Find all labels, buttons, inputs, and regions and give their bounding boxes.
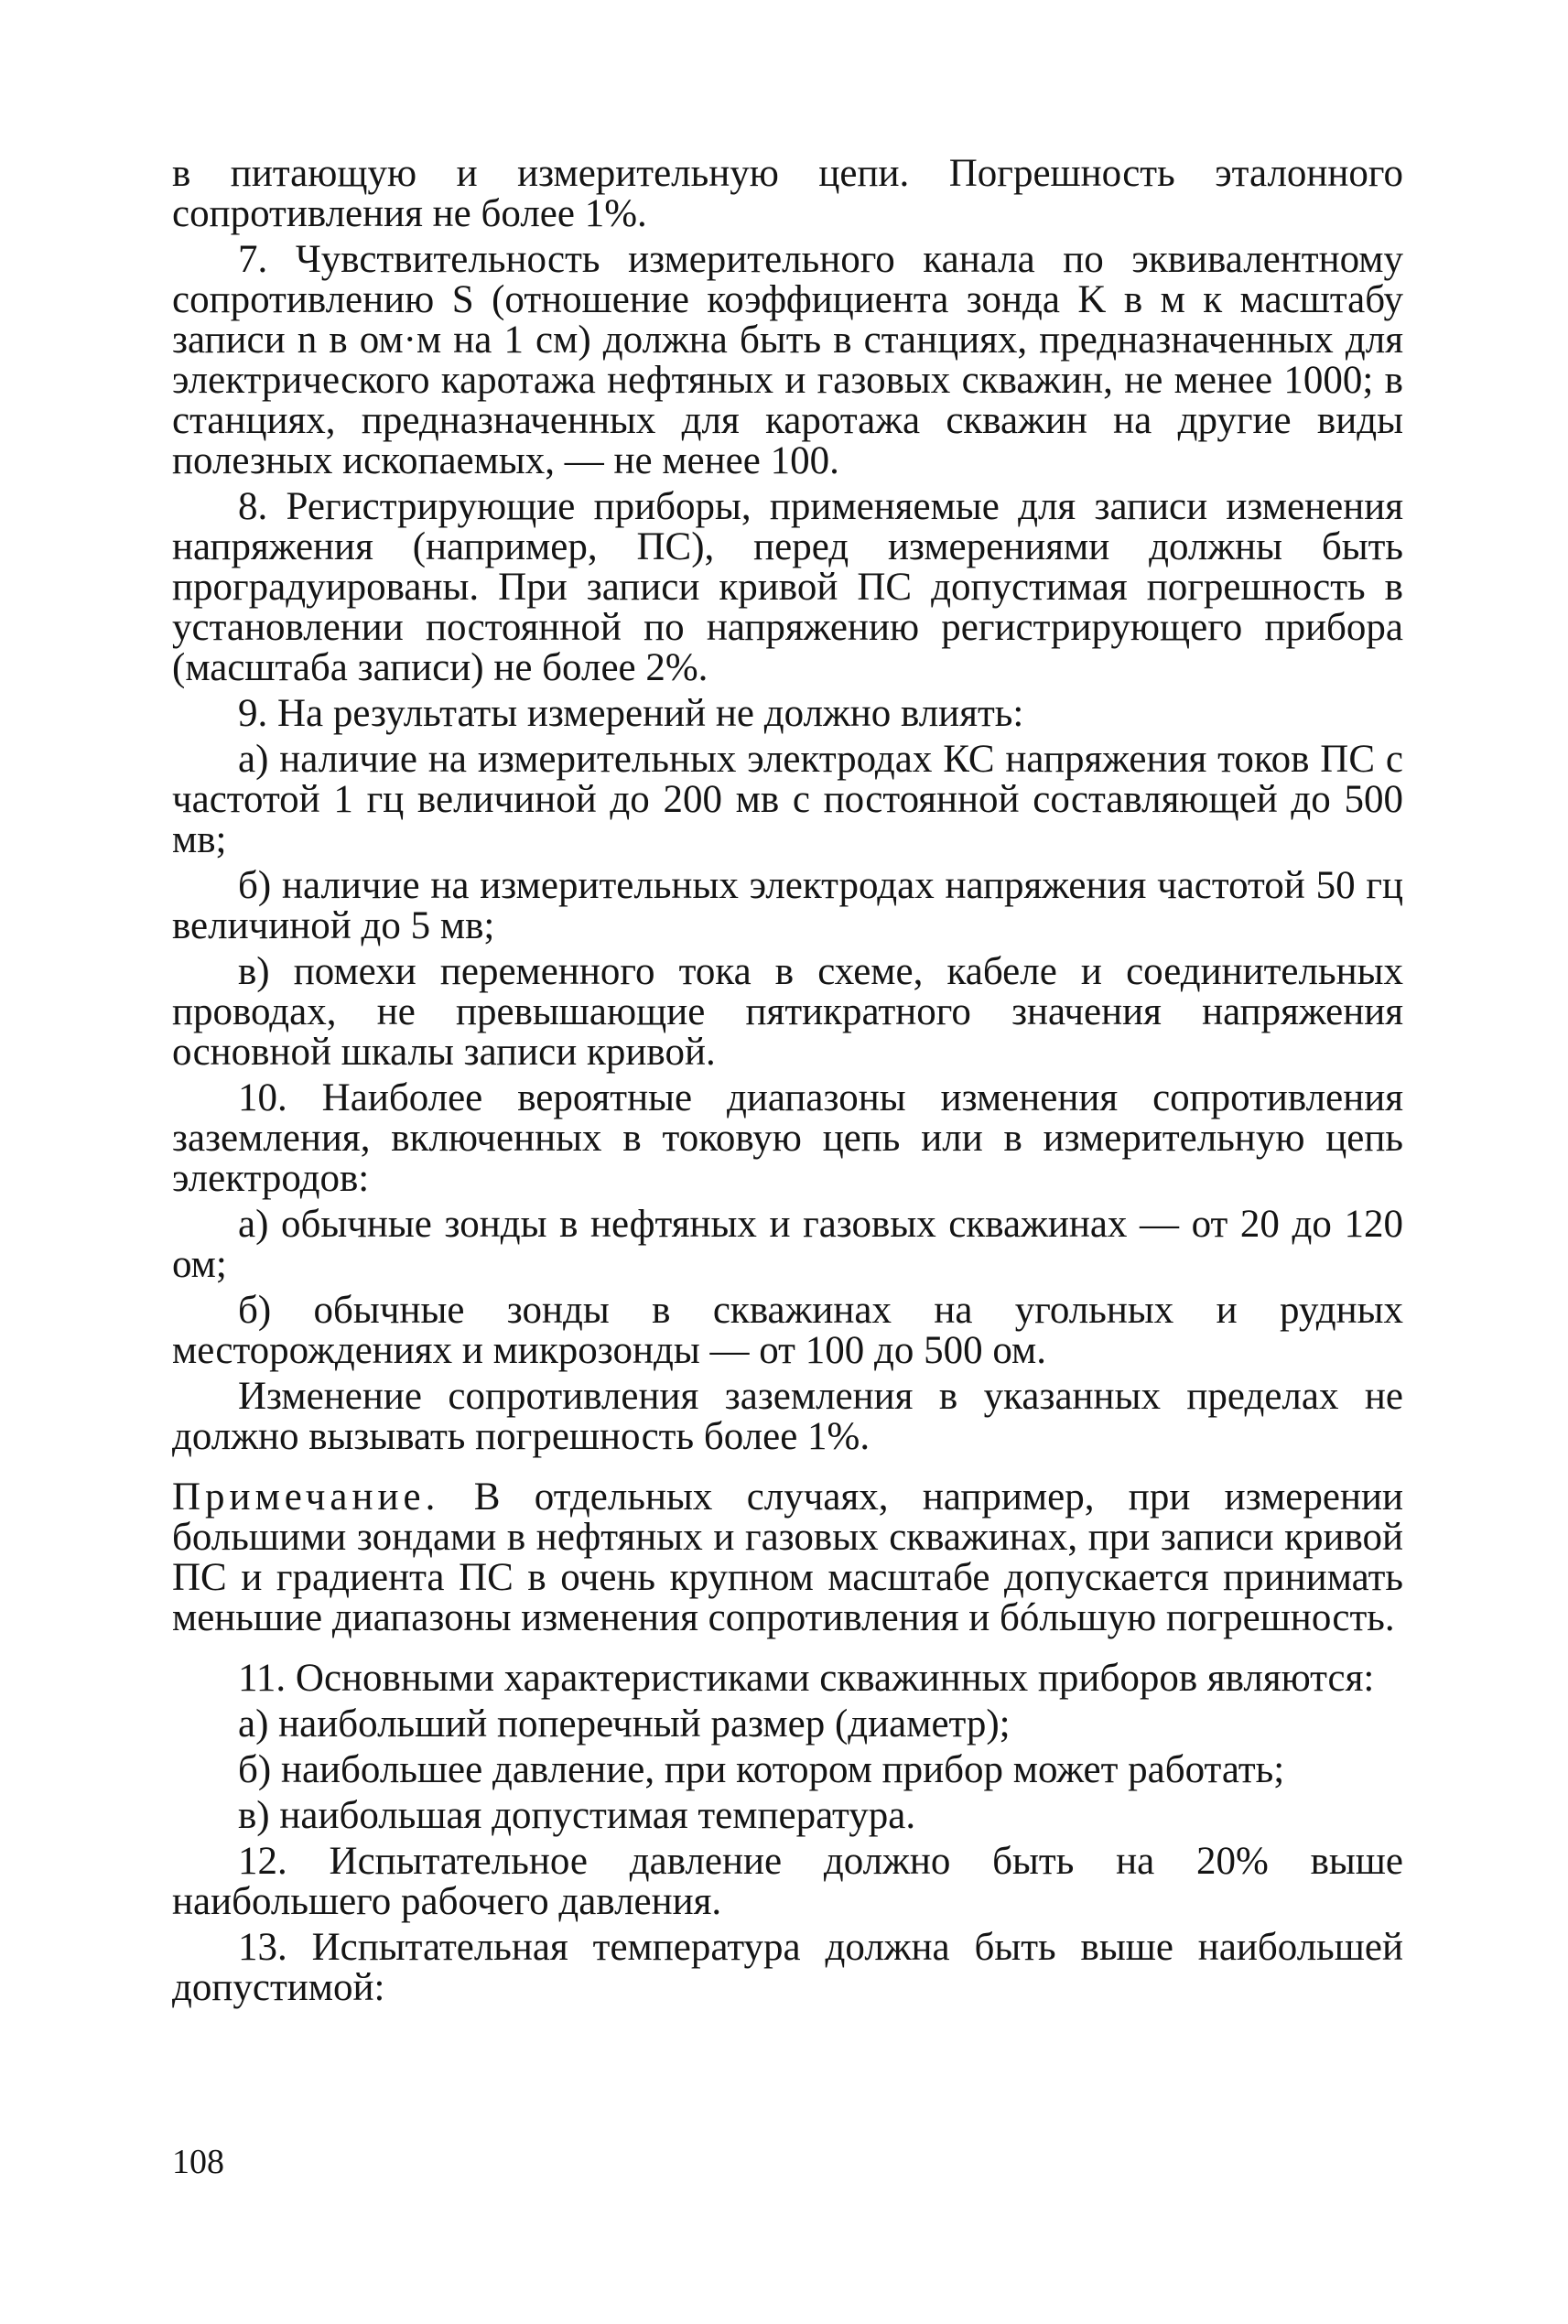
note-label: Примечание.	[172, 1475, 440, 1519]
note-text: В отдельных случаях, например, при измерении большими зондами в нефтяных и газовых скважинах, при записи кривой ПС и градиента ПС в очень крупном масштабе допускается принимать меньшие диапазоны изменения сопротивления и бóльшую погрешность.	[172, 1475, 1403, 1639]
paragraph-item-9b: б) наличие на измерительных электродах напряжения частотой 50 гц величиной до 5 мв;	[172, 864, 1403, 947]
paragraph-item-12: 12. Испытательное давление должно быть на 20% выше наибольшего рабочего давления.	[172, 1840, 1403, 1923]
paragraph-item-11: 11. Основными характеристиками скважинных приборов являются:	[238, 1657, 1375, 1700]
paragraph-continuation: в питающую и измерительную цепи. Погрешность эталонного сопротивления не более 1%.	[172, 152, 1403, 235]
paragraph-item-8: 8. Регистрирующие приборы, применяемые для записи изменения напряжения (например, ПС), перед измерениями должны быть проградуированы. При записи кривой ПС допустимая погрешность в установлении постоянной по напряжению регистрирующего прибора (масштаба записи) не более 2%.	[172, 485, 1403, 689]
page-number: 108	[172, 2143, 224, 2181]
paragraph-item-10-conclusion: Изменение сопротивления заземления в указанных пределах не должно вызывать погрешность более 1%.	[172, 1375, 1403, 1458]
paragraph-item-11a: а) наибольший поперечный размер (диаметр);	[238, 1702, 1011, 1746]
paragraph-item-11c: в) наибольшая допустимая температура.	[238, 1794, 916, 1837]
paragraph-item-9c: в) помехи переменного тока в схеме, кабеле и соединительных проводах, не превышающие пятикратного значения напряжения основной шкалы записи кривой.	[172, 950, 1403, 1074]
paragraph-item-11b: б) наибольшее давление, при котором прибор может работать;	[238, 1748, 1285, 1791]
paragraph-item-10b: б) обычные зонды в скважинах на угольных и рудных месторождениях и микрозонды — от 100 до 500 ом.	[172, 1289, 1403, 1372]
paragraph-item-10a: а) обычные зонды в нефтяных и газовых скважинах — от 20 до 120 ом;	[172, 1203, 1403, 1286]
note-paragraph	[172, 1477, 1403, 1638]
paragraph-item-7: 7. Чувствительность измерительного канала по эквивалентному сопротивлению S (отношение коэффициента зонда K в м к масштабу записи n в ом·м на 1 см) должна быть в станциях, предназначенных для электрического каротажа нефтяных и газовых скважин, не менее 1000; в станциях, предназначенных для каротажа скважин на другие виды полезных ископаемых, — не менее 100.	[172, 238, 1403, 482]
document-page	[172, 154, 1403, 2008]
paragraph-item-10: 10. Наиболее вероятные диапазоны изменения сопротивления заземления, включенных в токовую цепь или в измерительную цепь электродов:	[172, 1076, 1403, 1200]
paragraph-item-9a: а) наличие на измерительных электродах КС напряжения токов ПС с частотой 1 гц величиной до 200 мв с постоянной составляющей до 500 мв;	[172, 738, 1403, 861]
paragraph-item-9: 9. На результаты измерений не должно влиять:	[238, 692, 1024, 735]
paragraph-item-13: 13. Испытательная температура должна быть выше наибольшей допустимой:	[172, 1926, 1403, 2009]
